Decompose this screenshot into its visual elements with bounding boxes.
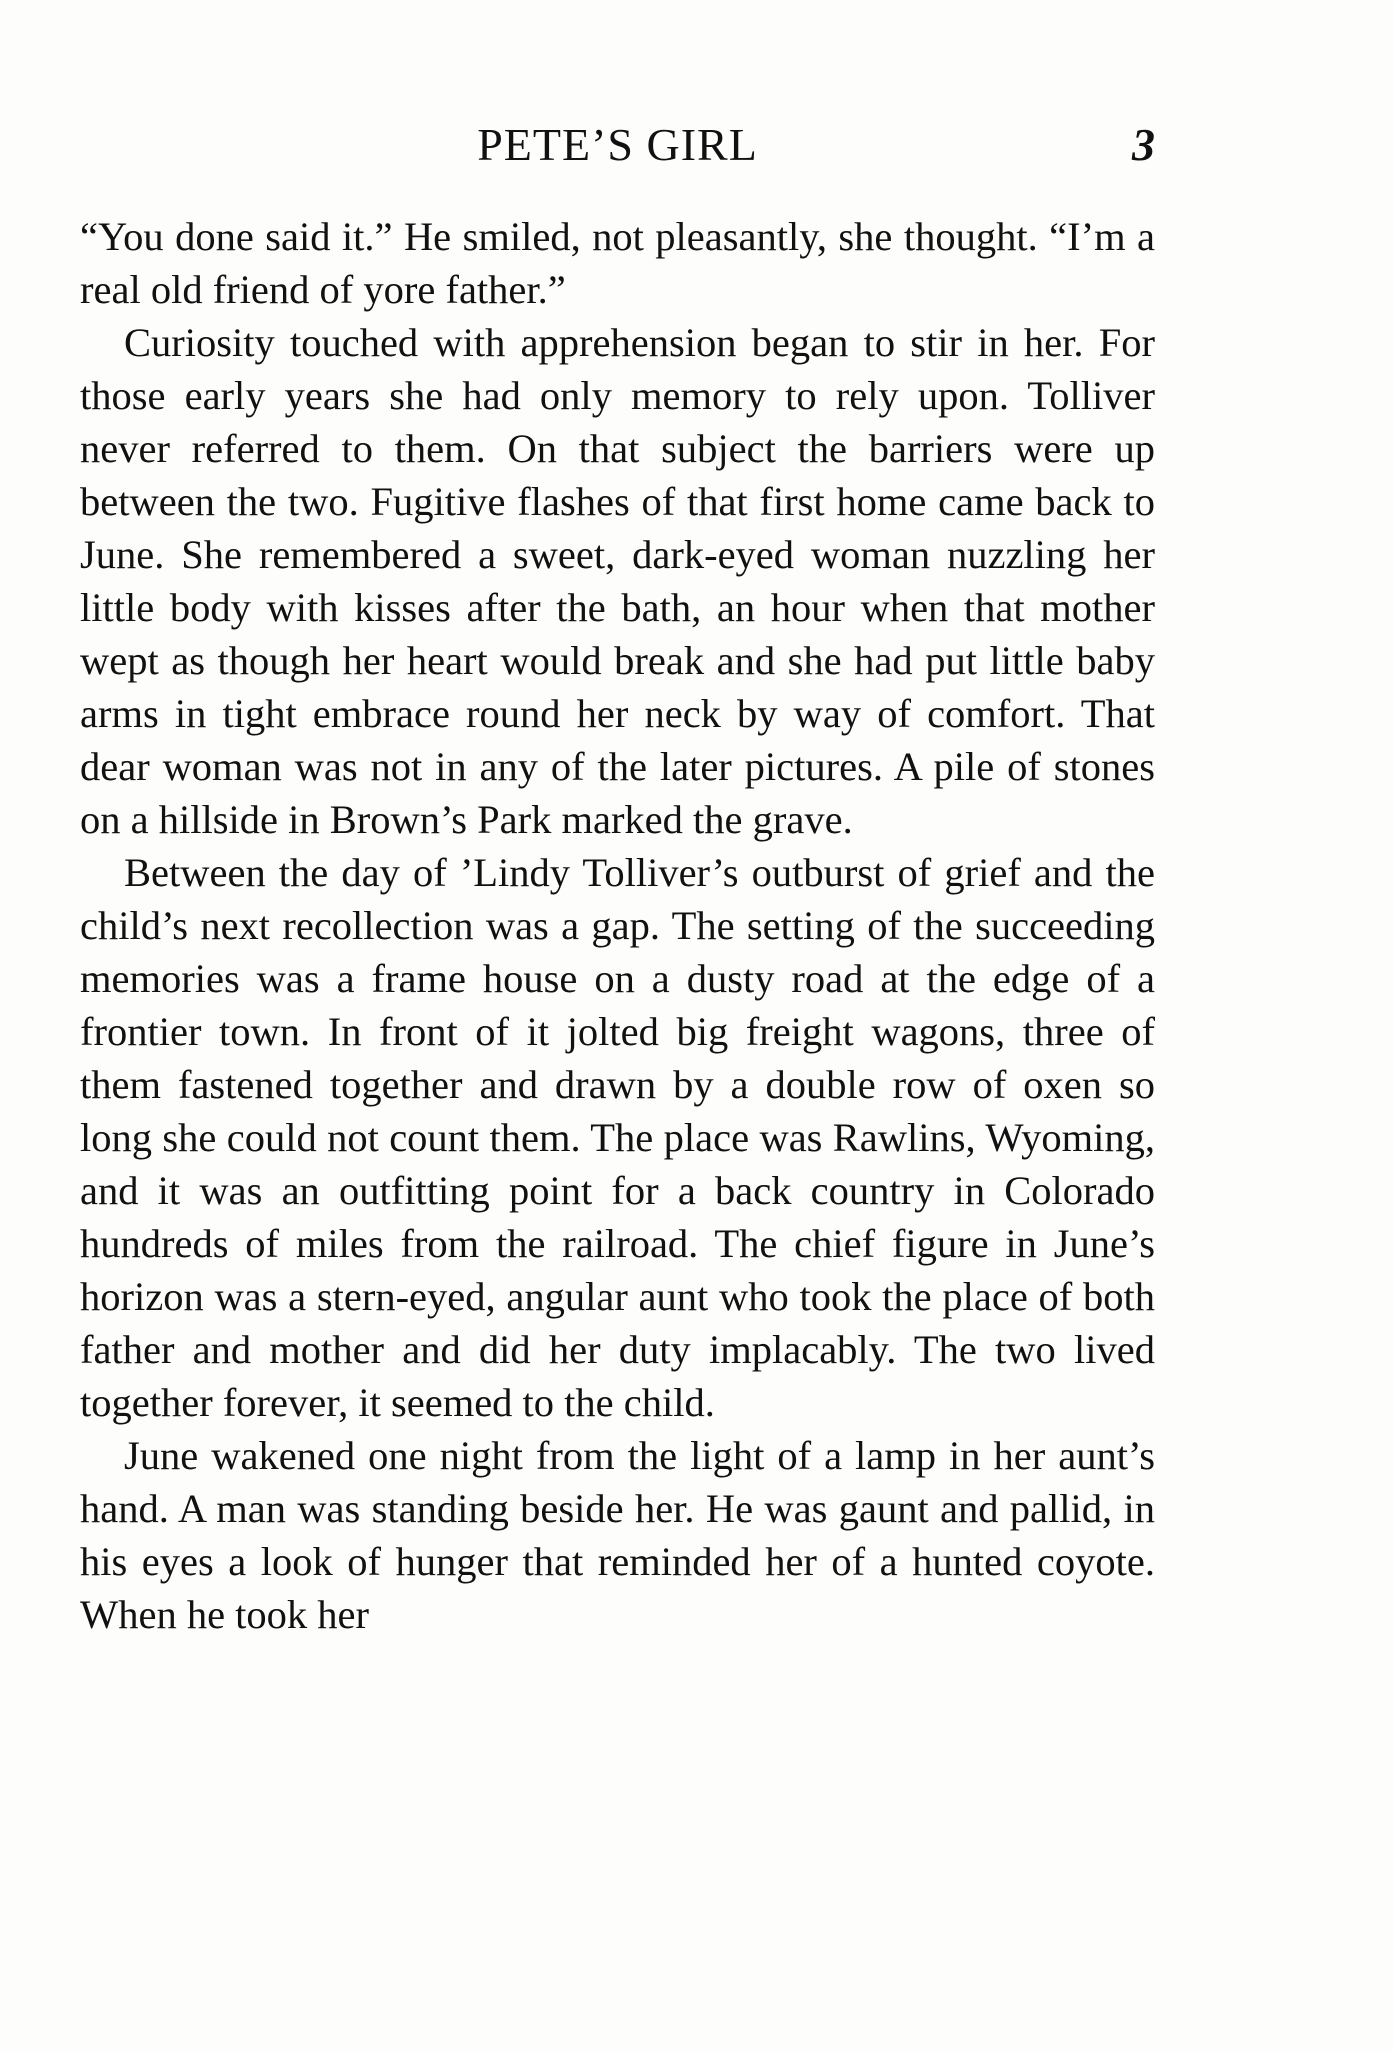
running-title: PETE’S GIRL: [477, 119, 758, 170]
paragraph: “You done said it.” He smiled, not pleasantly, she thought. “I’m a real old friend of yore father.”: [80, 214, 1155, 312]
paragraph: Curiosity touched with apprehension began to stir in her. For those early years she had only memory to rely upon. Tolliver never referred to them. On that subject the barriers were up between the two. Fugitive flashes of that first home came back to June. She remembered a sweet, dark-eyed woman nuzzling her little body with kisses after the bath, an hour when that mother wept as though her heart would break and she had put little baby arms in tight embrace round her neck by way of comfort. That dear woman was not in any of the later pictures. A pile of stones on a hillside in Brown’s Park marked the grave.: [80, 320, 1155, 842]
paragraph: June wakened one night from the light of a lamp in her aunt’s hand. A man was standing beside her. He was gaunt and pallid, in his eyes a look of hunger that reminded her of a hunted coyote. When he took her: [80, 1433, 1155, 1637]
page-header: [80, 118, 1155, 178]
body-text: [80, 210, 1155, 1641]
paragraph: Between the day of ’Lindy Tolliver’s outburst of grief and the child’s next recollection was a gap. The setting of the succeeding memories was a frame house on a dusty road at the edge of a frontier town. In front of it jolted big freight wagons, three of them fastened together and drawn by a double row of oxen so long she could not count them. The place was Rawlins, Wyoming, and it was an outfitting point for a back country in Colorado hundreds of miles from the railroad. The chief figure in June’s horizon was a stern-eyed, angular aunt who took the place of both father and mother and did her duty implacably. The two lived together forever, it seemed to the child.: [80, 850, 1155, 1425]
page-number: 3: [1132, 119, 1155, 170]
